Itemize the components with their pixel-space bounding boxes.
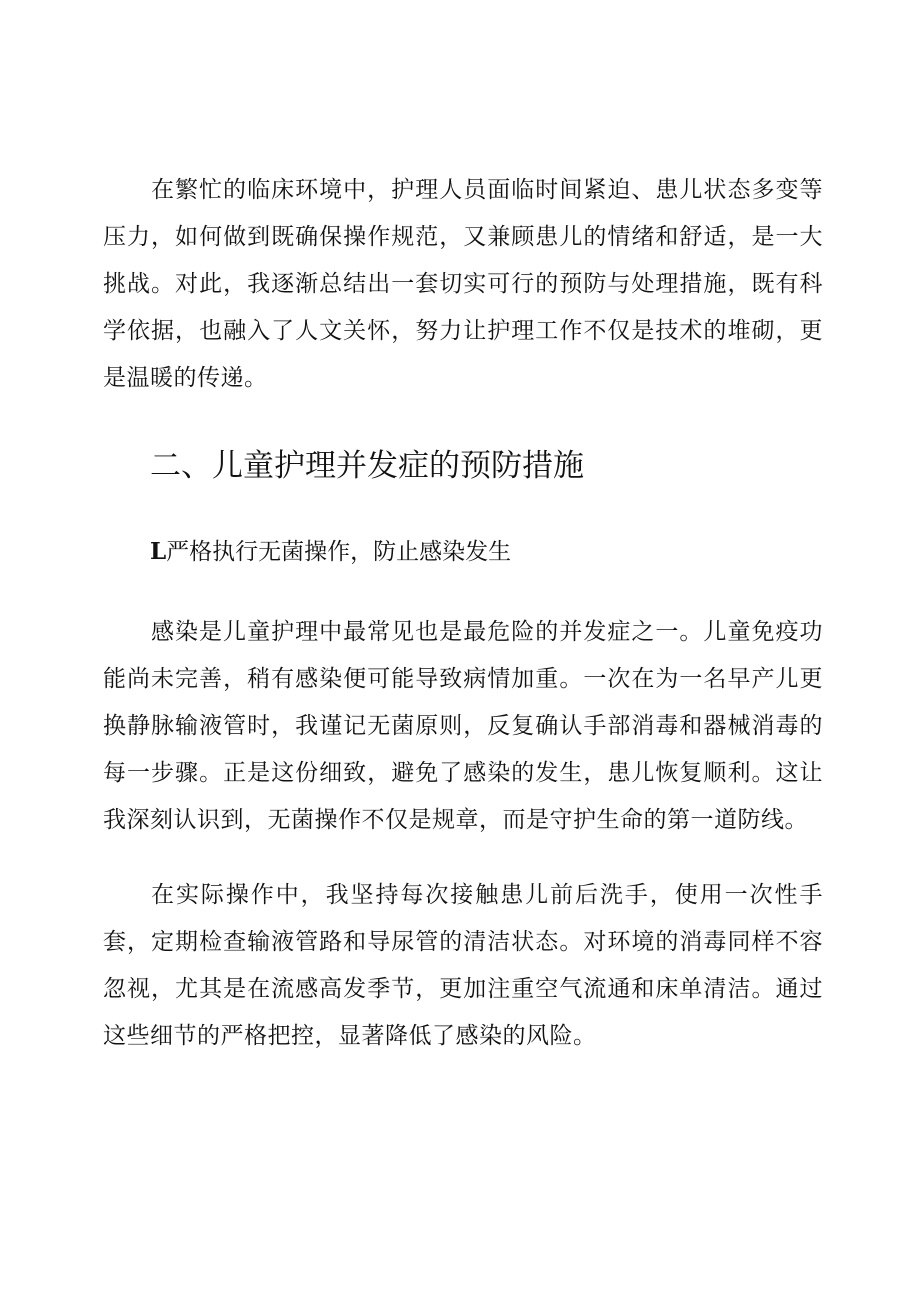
infection-paragraph: 感染是儿童护理中最常见也是最危险的并发症之一。儿童免疫功能尚未完善，稍有感染便可能导致病情加重。一次在为一名早产儿更换静脉输液管时，我谨记无菌原则，反复确认手部消毒和器械消毒的每一步骤。正是这份细致，避免了感染的发生，患儿恢复顺利。这让我深刻认识到，无菌操作不仅是规章，而是守护生命的第一道防线。: [103, 619, 823, 833]
subsection-title: 严格执行无菌操作，防止感染发生: [166, 539, 512, 565]
intro-paragraph: 在繁忙的临床环境中，护理人员面临时间紧迫、患儿状态多变等压力，如何做到既确保操作规范，又兼顾患儿的情绪和舒适，是一大挑战。对此，我逐渐总结出一套切实可行的预防与处理措施，既有科学依据，也融入了人文关怀，努力让护理工作不仅是技术的堆砌，更是温暖的传递。: [103, 177, 823, 391]
section-heading: 二、儿童护理并发症的预防措施: [150, 448, 584, 484]
practice-paragraph: 在实际操作中，我坚持每次接触患儿前后洗手，使用一次性手套，定期检查输液管路和导尿管的清洁状态。对环境的消毒同样不容忽视，尤其是在流感高发季节，更加注重空气流通和床单清洁。通过这些细节的严格把控，显著降低了感染的风险。: [103, 882, 823, 1049]
subsection-number: L: [150, 538, 167, 565]
subsection-heading: [150, 532, 830, 572]
